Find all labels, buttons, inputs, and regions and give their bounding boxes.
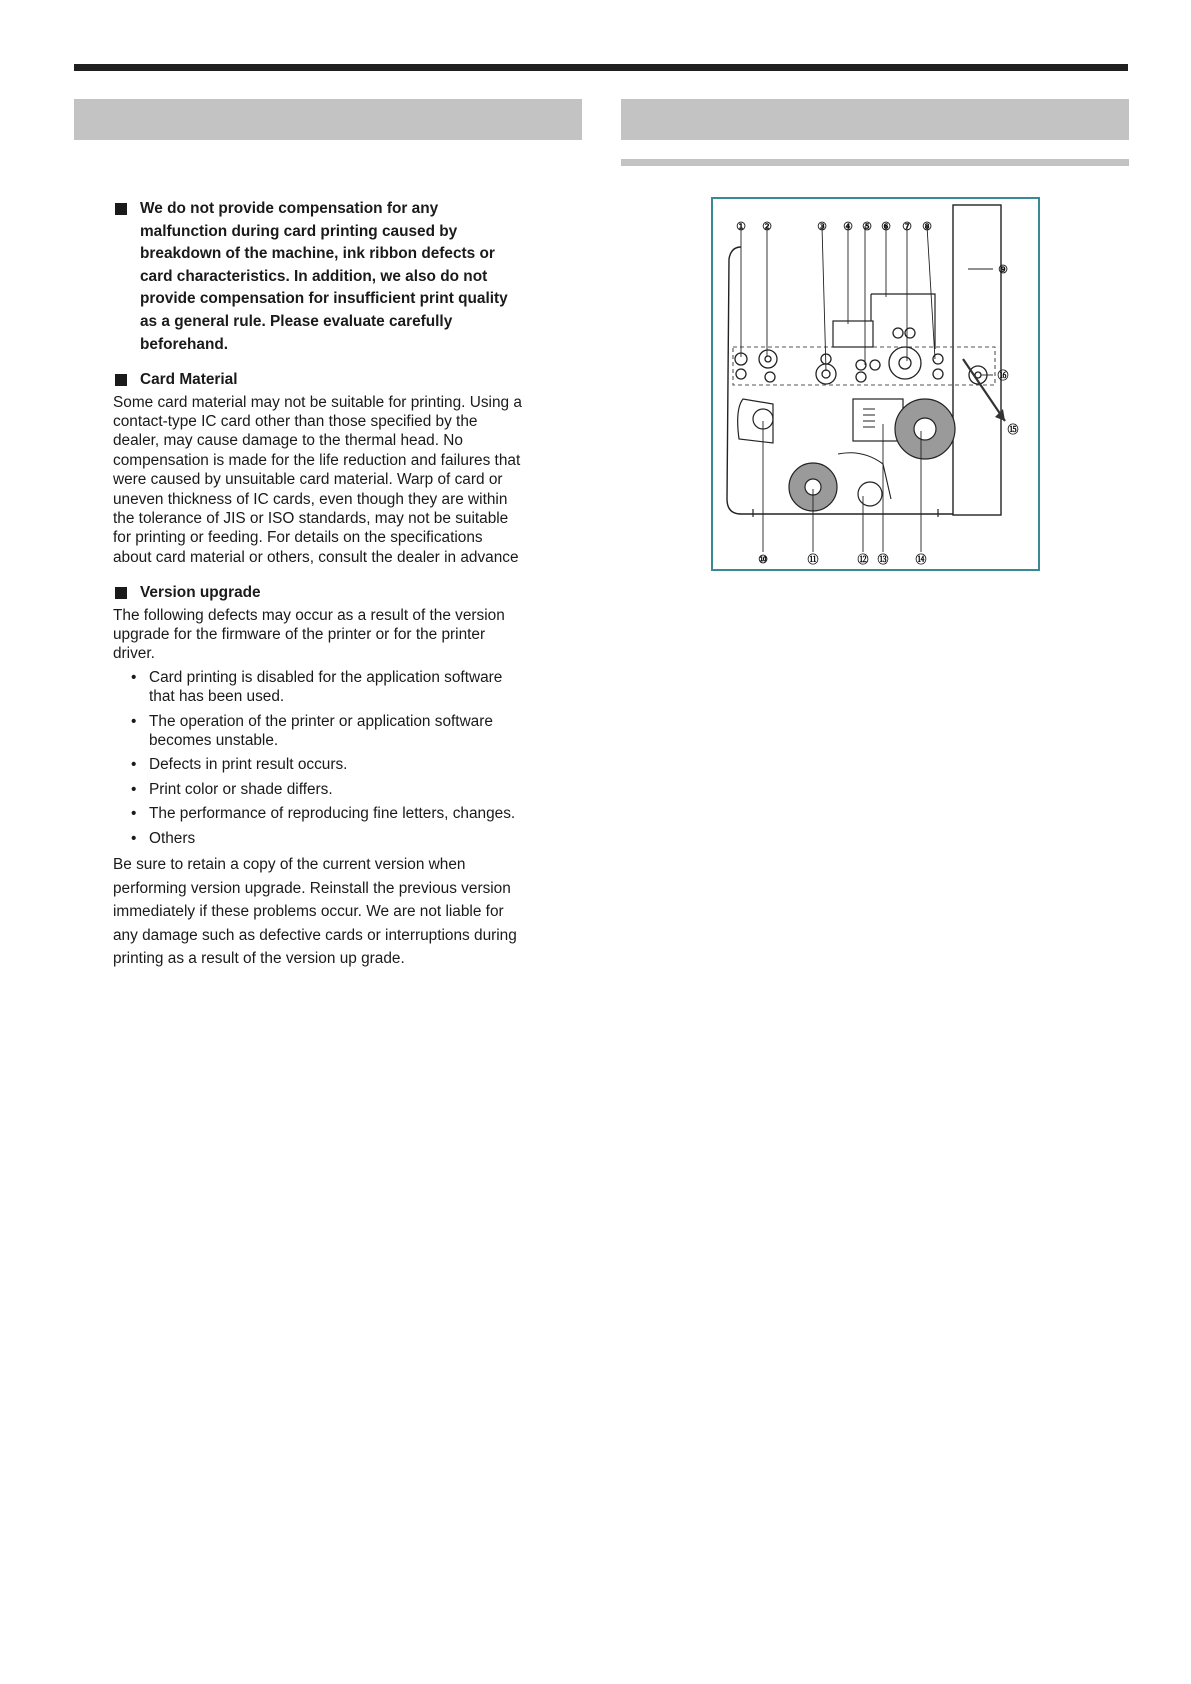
left-header-band — [74, 99, 582, 140]
roller-12-shape — [858, 482, 882, 506]
list-item: • Print color or shade differs. — [113, 780, 523, 799]
arrow-15-head — [995, 409, 1005, 421]
housing-outline — [727, 247, 953, 514]
right-header-band — [621, 99, 1129, 140]
list-item: • The performance of reproducing fine letters, changes. — [113, 804, 523, 823]
label-10: ⑩ — [758, 554, 768, 566]
label-11: ⑪ — [807, 554, 819, 566]
card-path-box — [733, 347, 995, 385]
label-16: ⑯ — [997, 370, 1009, 382]
left-block — [738, 399, 773, 443]
label-15: ⑮ — [1007, 424, 1019, 436]
rollers — [735, 328, 987, 384]
head-block — [833, 321, 873, 347]
defect-list — [113, 668, 523, 848]
version-upgrade-heading — [113, 583, 523, 602]
cover-frame — [871, 294, 935, 349]
printer-diagram-svg — [713, 199, 1038, 569]
right-sub-rule — [621, 159, 1129, 166]
compensation-notice — [113, 198, 523, 356]
printer-parts-diagram — [711, 197, 1040, 571]
top-cover-shape — [953, 205, 1001, 515]
label-2: ② — [762, 221, 772, 233]
version-upgrade-title: Version upgrade — [140, 584, 261, 602]
version-upgrade-closing: Be sure to retain a copy of the current version when performing version upgrade. Reinstall the previous version immediately if these problems occur. We are not liable for any damage such as defective cards or interruptions during printing as a result of the version up grade. — [113, 856, 517, 968]
label-9: ⑨ — [998, 264, 1008, 276]
square-bullet-icon — [115, 203, 127, 215]
list-item: • Defects in print result occurs. — [113, 755, 523, 774]
label-6: ⑥ — [881, 221, 891, 233]
left-column — [113, 198, 523, 971]
square-bullet-icon — [115, 374, 127, 386]
card-material-title: Card Material — [140, 371, 238, 389]
label-1: ① — [736, 221, 746, 233]
label-12: ⑫ — [857, 554, 869, 566]
list-item: • Others — [113, 829, 523, 848]
top-rule — [74, 64, 1128, 71]
label-4: ④ — [843, 221, 853, 233]
compensation-notice-text: We do not provide compensation for any malfunction during card printing caused by breakdown of the machine, ink ribbon defects or card characteristics. In addition, we also do not provide compensation for insufficient print quality as a general rule. Please evaluate carefully beforehand. — [140, 200, 508, 353]
square-bullet-icon — [115, 587, 127, 599]
label-7: ⑦ — [902, 221, 912, 233]
label-13: ⑬ — [877, 554, 889, 566]
label-8: ⑧ — [922, 221, 932, 233]
list-item: • Card printing is disabled for the application software that has been used. — [113, 668, 523, 707]
label-14: ⑭ — [915, 554, 927, 566]
leader-lines — [741, 226, 993, 552]
card-material-heading — [113, 370, 523, 389]
card-material-body: Some card material may not be suitable for printing. Using a contact-type IC card other than those specified by the dealer, may cause damage to the thermal head. No compensation is made for the life reduction and failures that were caused by unsuitable card material. Warp of card or uneven thickness of IC cards, even though they are within the tolerance of JIS or ISO standards, may not be suitable for printing or feeding. For details on the specifications about card material or others, consult the dealer in advance — [113, 393, 522, 566]
label-5: ⑤ — [862, 221, 872, 233]
cassette-lines — [863, 409, 875, 427]
feet — [753, 509, 938, 517]
version-upgrade-intro: The following defects may occur as a result of the version upgrade for the firmware of the printer or for the printer driver. — [113, 606, 505, 663]
list-item: • The operation of the printer or application software becomes unstable. — [113, 712, 523, 751]
label-3: ③ — [817, 221, 827, 233]
